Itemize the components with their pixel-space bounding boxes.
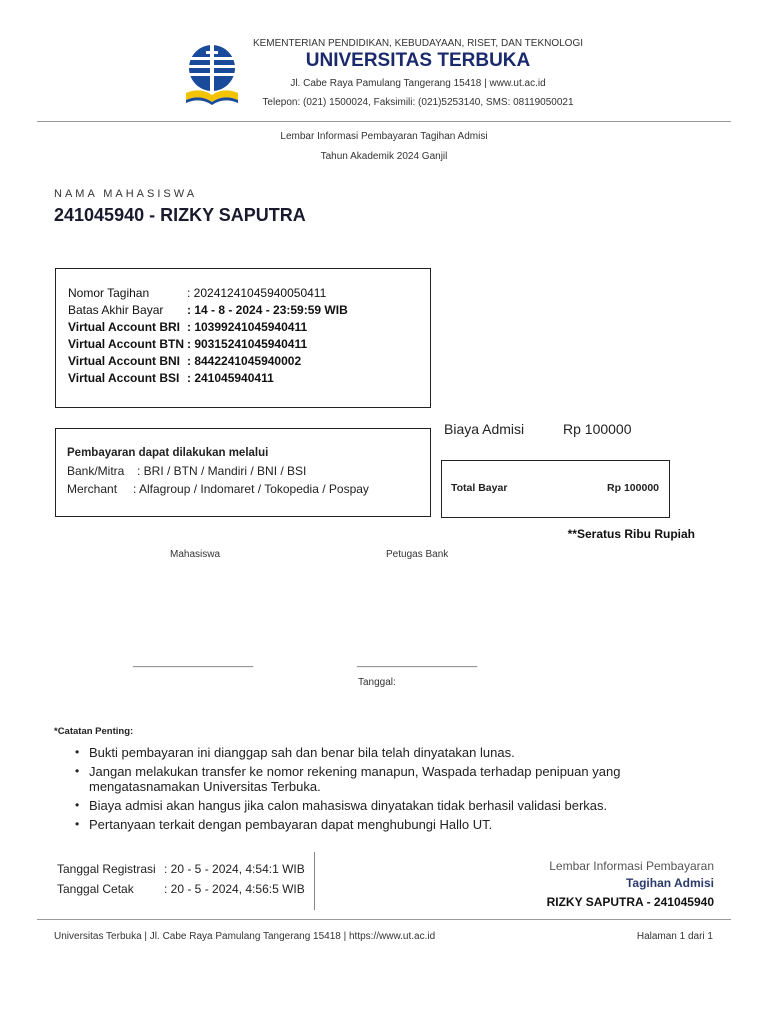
billing-key: Virtual Account BSI: [68, 371, 180, 385]
payment-banks-row: [67, 464, 306, 478]
registration-date-value: : 20 - 5 - 2024, 4:54:1 WIB: [164, 862, 305, 876]
note-item: • Pertanyaan terkait dengan pembayaran dapat menghubungi Hallo UT.: [73, 817, 713, 832]
signature-line-petugas: ________________________: [357, 657, 478, 667]
footer-address: Universitas Terbuka | Jl. Cabe Raya Pamulang Tangerang 15418 | https://www.ut.ac.id: [54, 931, 436, 942]
university-name: UNIVERSITAS TERBUKA: [305, 50, 531, 71]
notes-list: [73, 745, 713, 836]
payment-banks-value: : BRI / BTN / Mandiri / BNI / BSI: [137, 464, 307, 478]
billing-row-va-bni: [68, 354, 301, 368]
payment-banks-label: Bank/Mitra: [67, 464, 125, 478]
total-bayar-box: [441, 460, 670, 518]
document-title: Lembar Informasi Pembayaran Tagihan Admisi: [280, 131, 488, 142]
notes-title: *Catatan Penting:: [54, 726, 134, 737]
registration-date-row: [57, 862, 305, 876]
payment-merchant-row: [67, 482, 369, 496]
payment-merchant-value: : Alfagroup / Indomaret / Tokopedia / Pospay: [133, 482, 369, 496]
payment-methods-title: Pembayaran dapat dilakukan melalui: [67, 447, 269, 459]
footer-page-number: Halaman 1 dari 1: [636, 931, 713, 942]
biaya-admisi-value: Rp 100000: [563, 421, 632, 437]
billing-value: : 14 - 8 - 2024 - 23:59:59 WIB: [187, 303, 348, 317]
billing-value: : 8442241045940002: [187, 354, 302, 368]
ministry-name: KEMENTERIAN PENDIDIKAN, KEBUDAYAAN, RISET, DAN TEKNOLOGI: [252, 38, 584, 49]
note-item: • Biaya admisi akan hangus jika calon mahasiswa dinyatakan tidak berhasil validasi berkas.: [73, 798, 713, 813]
billing-row-va-bsi: [68, 371, 274, 385]
header-divider: [37, 121, 731, 122]
billing-value: : 90315241045940411: [187, 337, 308, 351]
print-date-value: : 20 - 5 - 2024, 4:56:5 WIB: [164, 882, 305, 896]
billing-row-va-btn: [68, 337, 307, 351]
university-contact: Telepon: (021) 1500024, Faksimili: (021)5253140, SMS: 08119050021: [262, 97, 574, 108]
billing-value: : 20241241045940050411: [187, 286, 327, 300]
billing-row-va-bri: [68, 320, 307, 334]
summary-line1: Lembar Informasi Pembayaran: [549, 859, 714, 873]
signature-line-mahasiswa: ________________________: [133, 657, 254, 667]
academic-year: Tahun Akademik 2024 Ganjil: [320, 151, 448, 162]
billing-row-nomor-tagihan: [68, 286, 326, 300]
billing-info-box: [55, 268, 431, 408]
billing-value: : 241045940411: [187, 371, 274, 385]
summary-line2: Tagihan Admisi: [625, 876, 714, 890]
billing-row-batas-akhir: [68, 303, 348, 317]
note-item: • Bukti pembayaran ini dianggap sah dan benar bila telah dinyatakan lunas.: [73, 745, 713, 760]
total-bayar-value: Rp 100000: [607, 482, 659, 494]
billing-key: Virtual Account BTN: [68, 337, 185, 351]
biaya-admisi-label: Biaya Admisi: [444, 421, 525, 437]
amount-in-words: **Seratus Ribu Rupiah: [567, 527, 695, 541]
billing-key: Virtual Account BNI: [68, 354, 181, 368]
billing-key: Nomor Tagihan: [68, 286, 150, 300]
billing-key: Batas Akhir Bayar: [68, 303, 164, 317]
payment-methods-box: [55, 428, 431, 517]
footer-divider: [37, 919, 731, 920]
summary-line3: RIZKY SAPUTRA - 241045940: [546, 895, 714, 909]
print-date-row: [57, 882, 305, 896]
billing-key: Virtual Account BRI: [68, 320, 181, 334]
student-name-label: NAMA MAHASISWA: [54, 188, 198, 200]
billing-value: : 10399241045940411: [187, 320, 308, 334]
student-name-value: 241045940 - RIZKY SAPUTRA: [54, 205, 306, 225]
dates-divider: [314, 852, 315, 910]
signature-petugas-label: Petugas Bank: [386, 549, 449, 560]
print-date-label: Tanggal Cetak: [57, 882, 134, 896]
note-item: • Jangan melakukan transfer ke nomor rekening manapun, Waspada terhadap penipuan yang mengatasnamakan Universitas Terbuka.: [73, 764, 713, 794]
university-address: Jl. Cabe Raya Pamulang Tangerang 15418 | www.ut.ac.id: [290, 78, 546, 89]
payment-merchant-label: Merchant: [67, 482, 118, 496]
signature-mahasiswa-label: Mahasiswa: [170, 549, 221, 560]
total-bayar-label: Total Bayar: [451, 482, 508, 494]
signature-date-label: Tanggal:: [358, 677, 396, 688]
registration-date-label: Tanggal Registrasi: [57, 862, 156, 876]
